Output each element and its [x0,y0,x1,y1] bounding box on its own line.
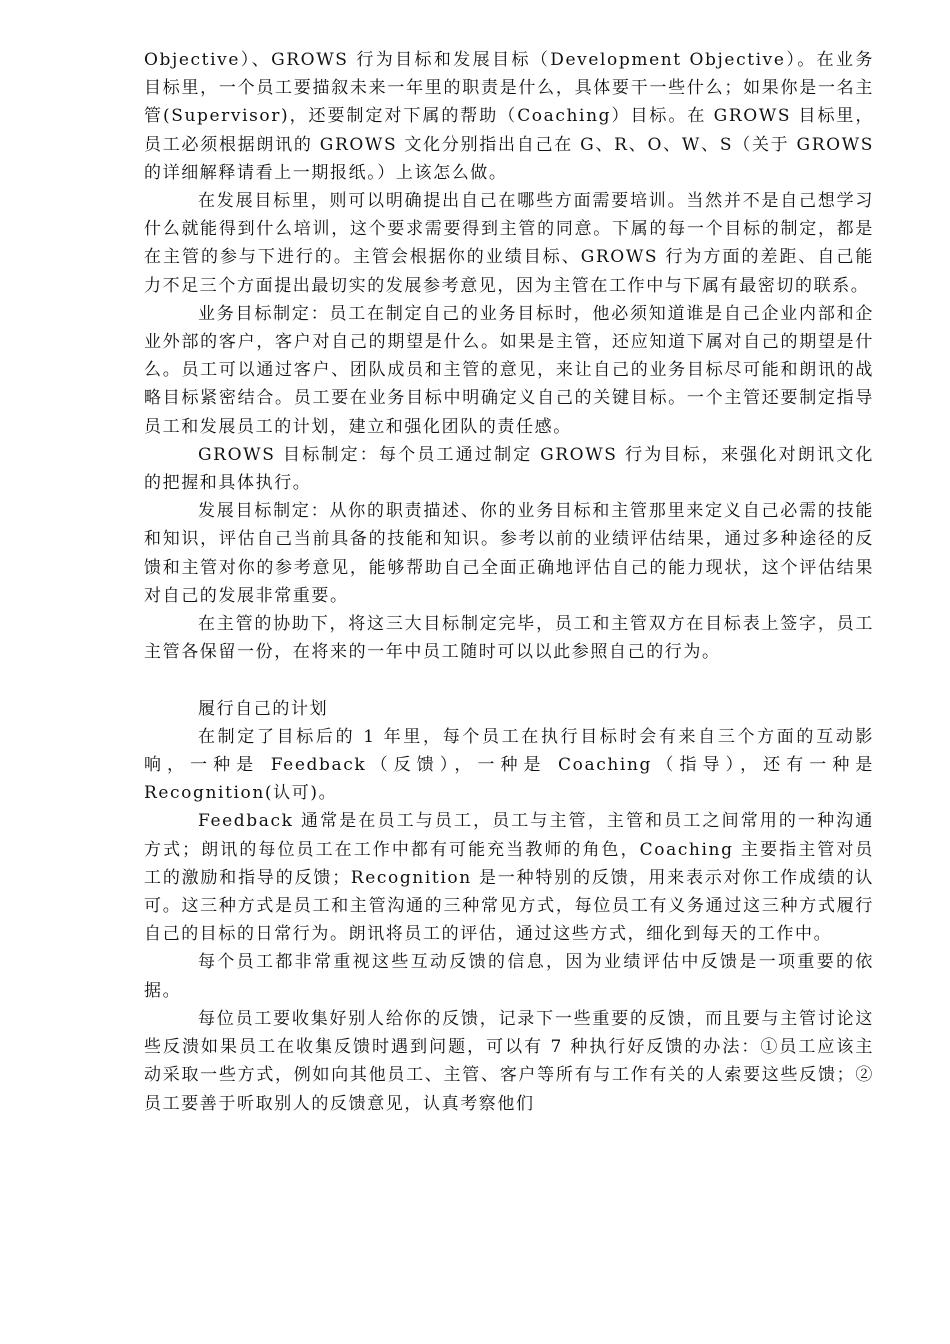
paragraph-grows-goal-setting: GROWS 目标制定：每个员工通过制定 GROWS 行为目标，来强化对朗讯文化的把握和具体执行。 [144,444,874,494]
paragraph-feedback-importance: 每个员工都非常重视这些互动反馈的信息，因为业绩评估中反馈是一项重要的依据。 [144,952,874,1001]
paragraph-sign-off: 在主管的协助下，将这三大目标制定完毕，员工和主管双方在目标表上签字，员工主管各保留一份，在将来的一年中员工随时可以以此参照自己的行为。 [144,614,874,663]
paragraph-collect-feedback: 每位员工要收集好别人给你的反馈，记录下一些重要的反馈，而且要与主管讨论这些反溃如果员工在收集反馈时遇到问题，可以有 7 种执行好反馈的办法：①员工应该主动采取一些方式，例如向其他员工、主管、客户等所有与工作有关的人索要这些反馈；②员工要善于听取别人的反馈意见，认真考察他们 [144,1008,874,1114]
paragraph-development-goal-setting: 发展目标制定：从你的职责描述、你的业务目标和主管那里来定义自己必需的技能和知识，评估自己当前具备的技能和知识。参考以前的业绩评估结果，通过多种途径的反馈和主管对你的参考意见，能够帮助自己全面正确地评估自己的能力现状，这个评估结果对自己的发展非常重要。 [144,501,874,606]
paragraph-three-interactions: 在制定了目标后的 1 年里，每个员工在执行目标时会有来自三个方面的互动影响，一种是 Feedback（反馈），一种是 Coaching（指导），还有一种是 Recognition(认可)。 [144,726,874,804]
paragraph-objectives-intro: Objective）、GROWS 行为目标和发展目标（Development Objective）。在业务目标里，一个员工要描叙未来一年里的职责是什么，具体要干一些什么；如果你是一名主管(Supervisor)，还要制定对下属的帮助（Coaching）目标。在 GROWS 目标里，员工必须根据朗讯的 GROWS 文化分别指出自己在 G、R、O、W、S（关于 GROWS 的详细解释请看上一期报纸。）上该怎么做。 [144,50,874,183]
paragraph-development-goals: 在发展目标里，则可以明确提出自己在哪些方面需要培训。当然并不是自己想学习什么就能得到什么培训，这个要求需要得到主管的同意。下属的每一个目标的制定，都是在主管的参与下进行的。主管会根据你的业绩目标、GROWS 行为方面的差距、自己能力不足三个方面提出最切实的发展参考意见，因为主管在工作中与下属有最密切的联系。 [144,191,874,296]
document-page [144,46,874,1118]
paragraph-feedback-description: Feedback 通常是在员工与员工，员工与主管，主管和员工之间常用的一种沟通方式；朗讯的每位员工在工作中都有可能充当教师的角色，Coaching 主要指主管对员工的激励和指导的反馈；Recognition 是一种特别的反馈，用来表示对你工作成绩的认可。这三种方式是员工和主管沟通的三种常见方式，每位员工有义务通过这三种方式履行自己的目标的日常行为。朗讯将员工的评估，通过这些方式，细化到每天的工作中。 [144,811,874,945]
section-heading-execute-plan: 履行自己的计划 [198,698,329,719]
blank-line [144,666,874,694]
paragraph-business-goal-setting: 业务目标制定：员工在制定自己的业务目标时，他必须知道谁是自己企业内部和企业外部的客户，客户对自己的期望是什么。如果是主管，还应知道下属对自己的期望是什么。员工可以通过客户、团队成员和主管的意见，来让自己的业务目标尽可能和朗讯的战略目标紧密结合。员工要在业务目标中明确定义自己的关键目标。一个主管还要制定指导员工和发展员工的计划，建立和强化团队的责任感。 [144,303,874,437]
